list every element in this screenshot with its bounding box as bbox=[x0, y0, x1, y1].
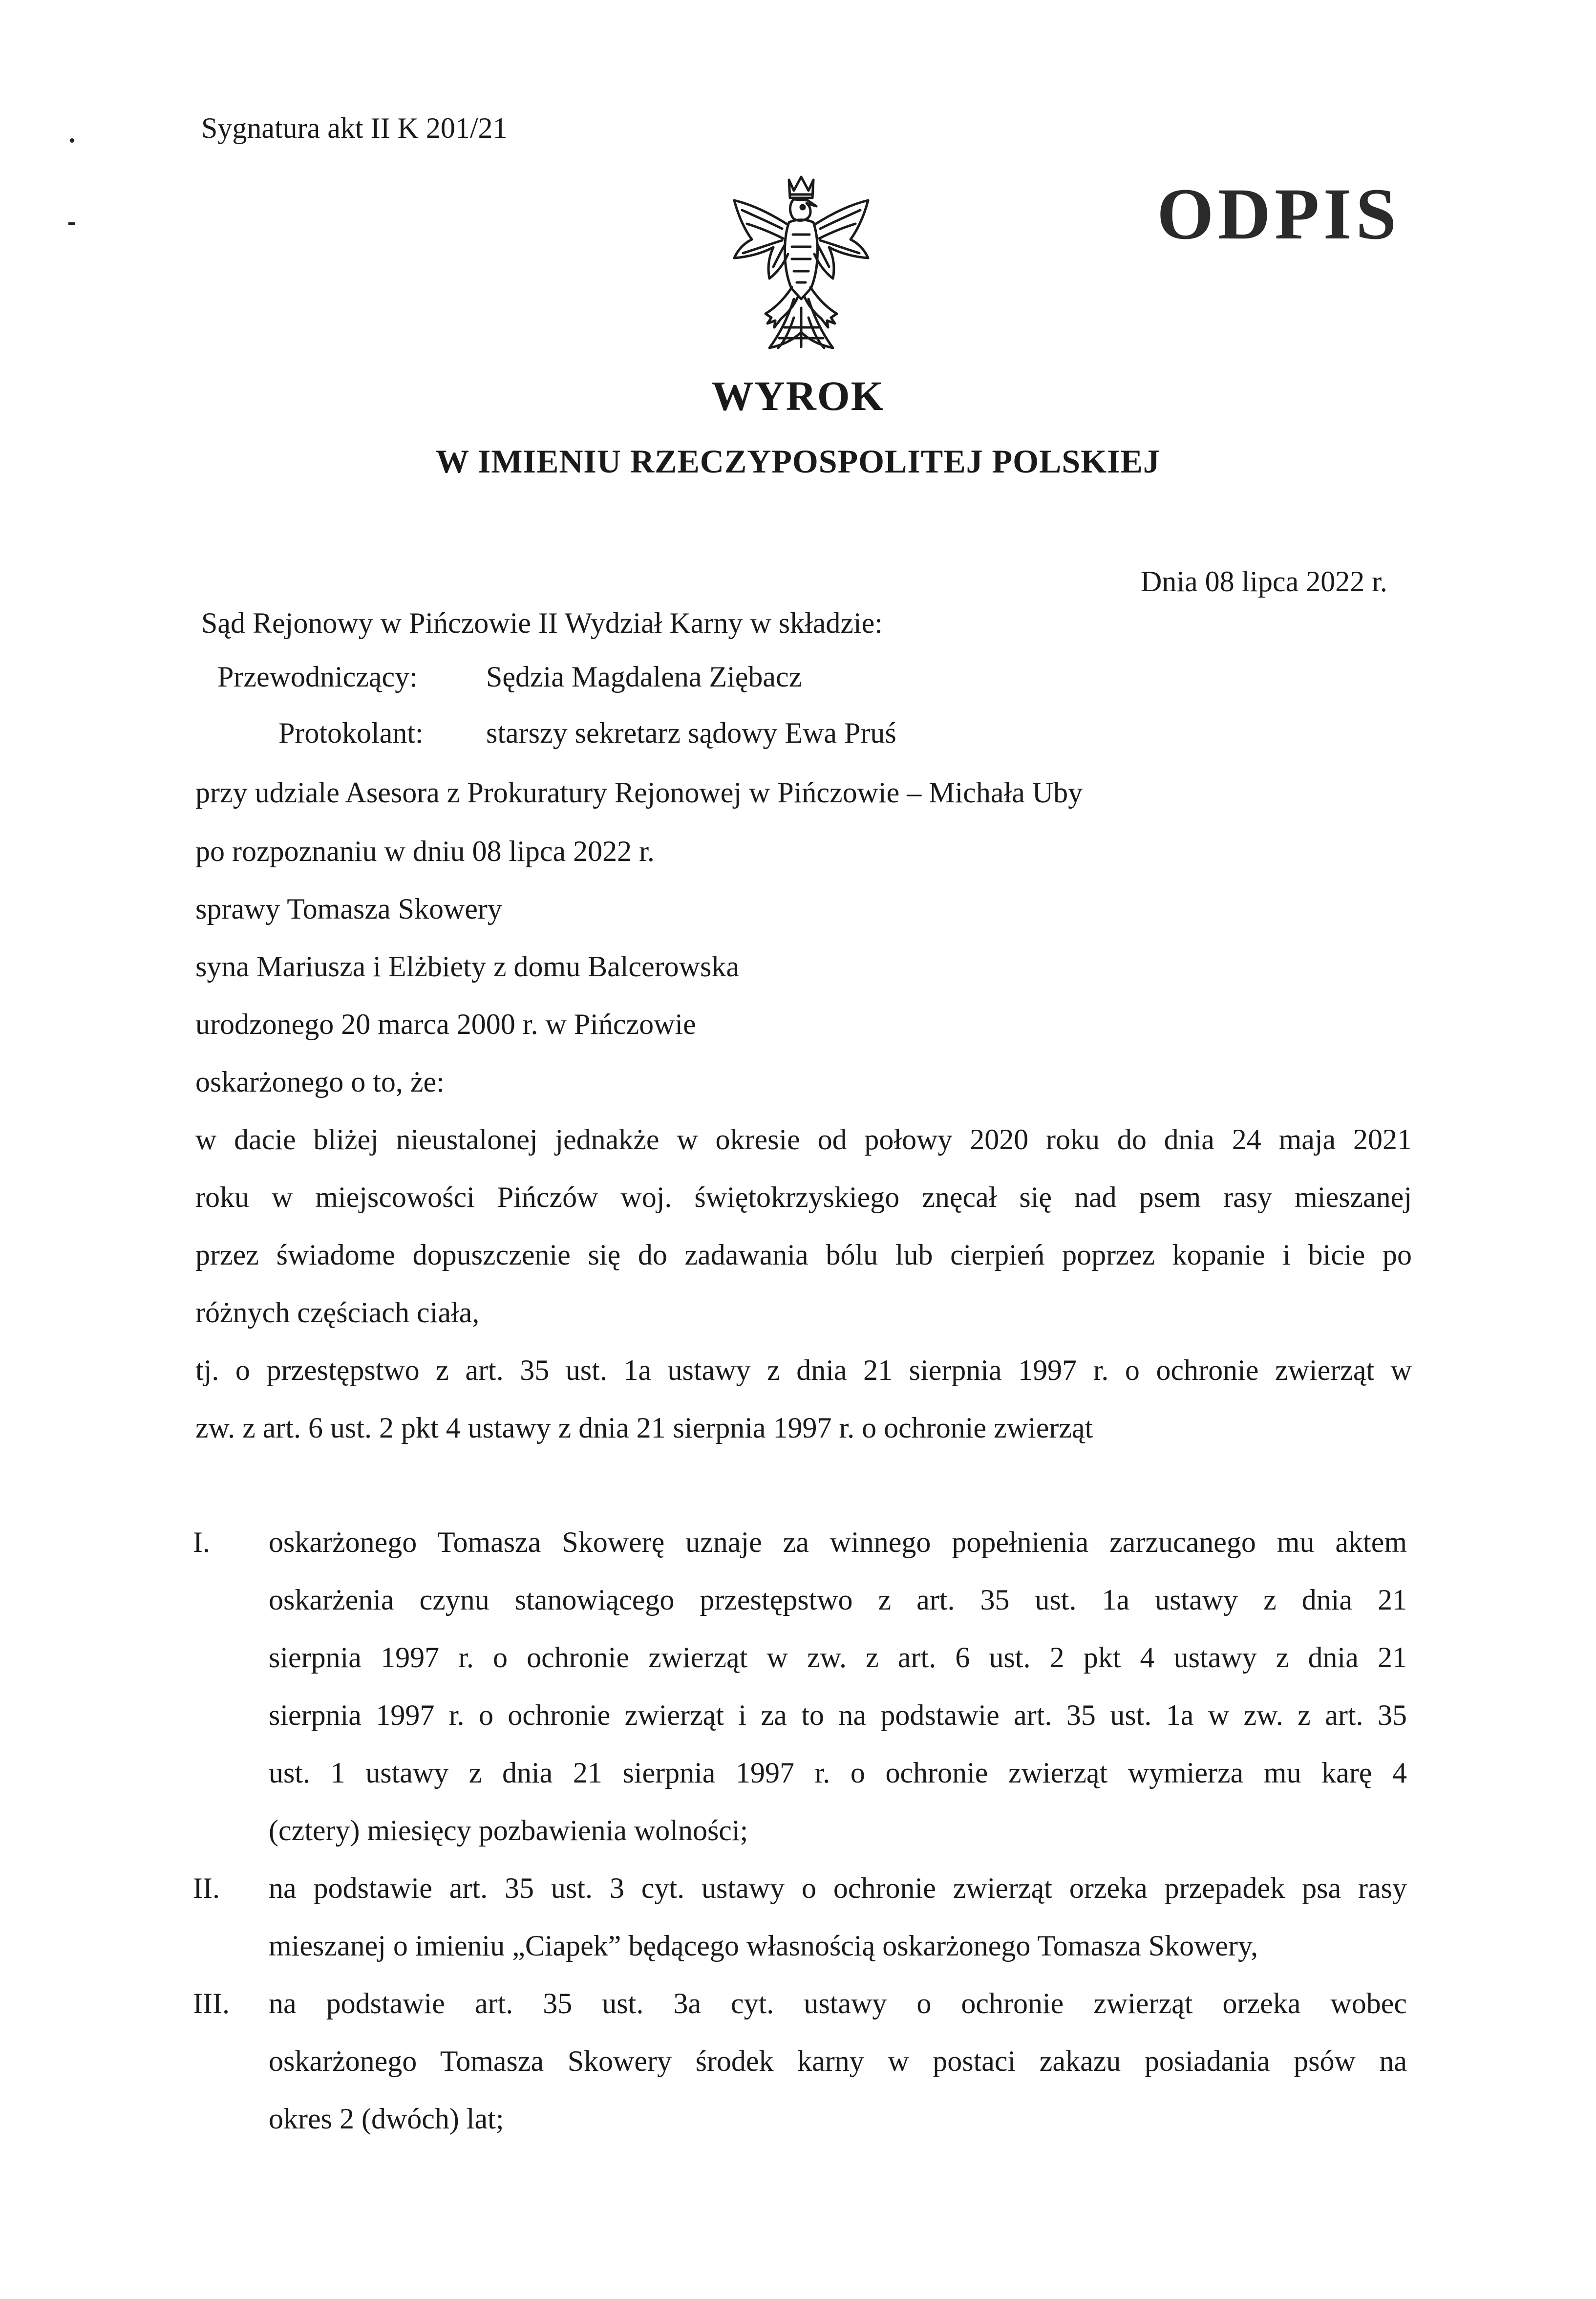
document-title: WYROK bbox=[711, 372, 885, 419]
charge-line: w dacie bliżej nieustalonej jednakże w okresie od połowy 2020 roku do dnia 24 maja 2021 bbox=[195, 1123, 1412, 1156]
charge-line: przez świadome dopuszczenie się do zadawania bólu lub cierpień poprzez kopanie i bicie po bbox=[195, 1239, 1412, 1271]
verdict-item-line: oskarżenia czynu stanowiącego przestępstwo z art. 35 ust. 1a ustawy z dnia 21 bbox=[269, 1584, 1407, 1616]
verdict-item-number: II. bbox=[193, 1872, 220, 1904]
verdict-item-line: okres 2 (dwóch) lat; bbox=[269, 2103, 504, 2135]
charge-line: różnych częściach ciała, bbox=[195, 1296, 480, 1329]
clerk-label: Protokolant: bbox=[278, 717, 424, 749]
judgment-date: Dnia 08 lipca 2022 r. bbox=[1141, 565, 1387, 598]
chair-value: Sędzia Magdalena Ziębacz bbox=[486, 661, 802, 693]
case-signature: Sygnatura akt II K 201/21 bbox=[201, 112, 508, 144]
verdict-item-line: sierpnia 1997 r. o ochronie zwierząt i za to na podstawie art. 35 ust. 1a w zw. z art. 35 bbox=[269, 1699, 1407, 1731]
verdict-item-line: oskarżonego Tomasza Skowerę uznaje za winnego popełnienia zarzucanego mu aktem bbox=[269, 1526, 1407, 1558]
charge-line: zw. z art. 6 ust. 2 pkt 4 ustawy z dnia 21 sierpnia 1997 r. o ochronie zwierząt bbox=[195, 1412, 1093, 1444]
intro-line: oskarżonego o to, że: bbox=[195, 1066, 445, 1098]
document-subtitle: W IMIENIU RZECZYPOSPOLITEJ POLSKIEJ bbox=[436, 443, 1160, 480]
verdict-item-line: (cztery) miesięcy pozbawienia wolności; bbox=[269, 1814, 748, 1847]
verdict-item-number: III. bbox=[193, 1987, 230, 2020]
charge-line: tj. o przestępstwo z art. 35 ust. 1a ustawy z dnia 21 sierpnia 1997 r. o ochronie zwierząt w bbox=[195, 1354, 1412, 1386]
scan-mark bbox=[68, 222, 75, 225]
intro-line: sprawy Tomasza Skowery bbox=[195, 893, 502, 925]
verdict-item-line: na podstawie art. 35 ust. 3a cyt. ustawy o ochronie zwierząt orzeka wobec bbox=[269, 1987, 1407, 2020]
copy-stamp: ODPIS bbox=[1157, 173, 1401, 255]
intro-line: przy udziale Asesora z Prokuratury Rejonowej w Pińczowie – Michała Uby bbox=[195, 776, 1083, 809]
verdict-item-line: ust. 1 ustawy z dnia 21 sierpnia 1997 r. o ochronie zwierząt wymierza mu karę 4 bbox=[269, 1757, 1407, 1789]
polish-eagle-emblem-icon bbox=[721, 171, 882, 362]
clerk-value: starszy sekretarz sądowy Ewa Pruś bbox=[486, 717, 896, 749]
court-name: Sąd Rejonowy w Pińczowie II Wydział Karny w składzie: bbox=[201, 607, 883, 639]
chair-label: Przewodniczący: bbox=[217, 661, 418, 693]
intro-line: syna Mariusza i Elżbiety z domu Balcerowska bbox=[195, 950, 739, 983]
verdict-item-line: na podstawie art. 35 ust. 3 cyt. ustawy o ochronie zwierząt orzeka przepadek psa rasy bbox=[269, 1872, 1407, 1904]
intro-line: po rozpoznaniu w dniu 08 lipca 2022 r. bbox=[195, 835, 655, 867]
charge-line: roku w miejscowości Pińczów woj. świętokrzyskiego znęcał się nad psem rasy mieszanej bbox=[195, 1181, 1412, 1213]
scan-mark bbox=[70, 138, 74, 143]
verdict-item-line: mieszanej o imieniu „Ciapek” będącego własnością oskarżonego Tomasza Skowery, bbox=[269, 1930, 1258, 1962]
verdict-item-line: oskarżonego Tomasza Skowery środek karny w postaci zakazu posiadania psów na bbox=[269, 2045, 1407, 2077]
verdict-item-line: sierpnia 1997 r. o ochronie zwierząt w zw. z art. 6 ust. 2 pkt 4 ustawy z dnia 21 bbox=[269, 1641, 1407, 1674]
intro-line: urodzonego 20 marca 2000 r. w Pińczowie bbox=[195, 1008, 696, 1040]
verdict-item-number: I. bbox=[193, 1526, 210, 1558]
